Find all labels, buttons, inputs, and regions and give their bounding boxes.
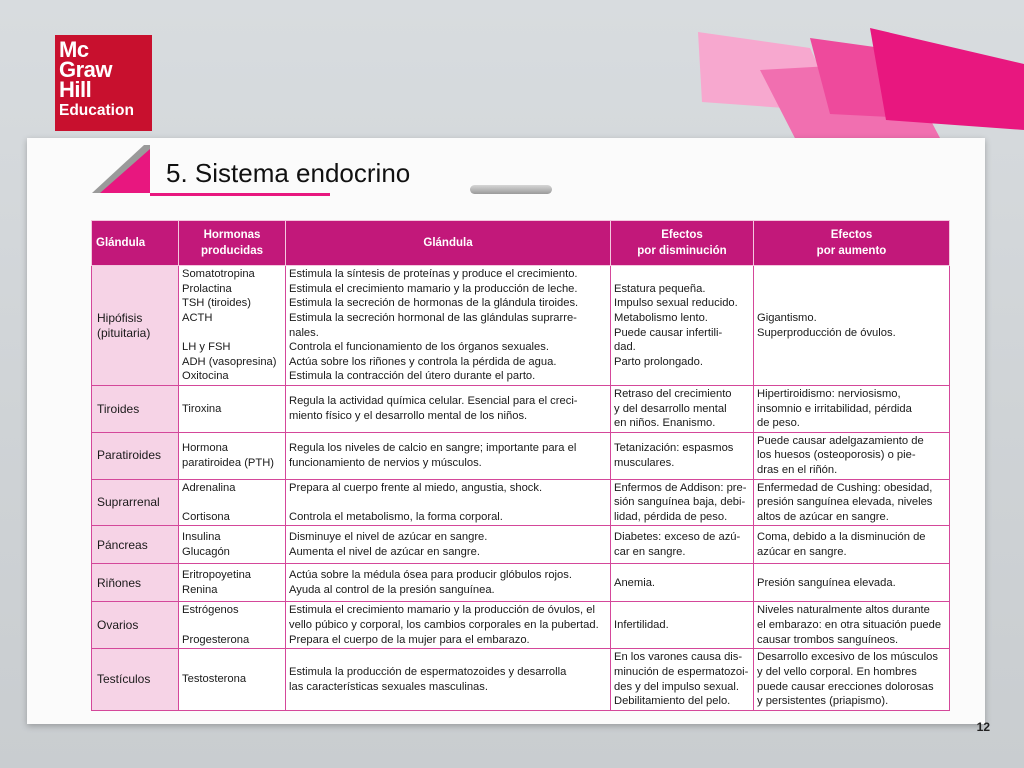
function-cell [286,602,611,649]
cell-line: Adrenalina [182,481,236,494]
gland-cell [92,386,179,433]
gland-cell [92,602,179,649]
cell-line: paratiroidea (PTH) [182,456,275,469]
cell-line: Paratiroides [97,448,162,463]
cell-line: Tetanización: espasmos [614,442,734,455]
logo-line-4: Education [59,102,134,119]
cell-line: Progesterona [182,633,250,646]
cell-line: puede causar erecciones dolorosas [757,680,934,693]
cell-line: musculares. [614,456,675,469]
gland-cell [92,649,179,711]
increase-cell [754,479,950,526]
cell-line: en niños. Enanismo. [614,417,716,430]
hormones-cell [179,564,286,602]
cell-line: Suprarrenal [97,495,160,510]
cell-line: Prepara el cuerpo de la mujer para el embarazo. [289,633,530,646]
logo-line-3: Hill [59,77,92,102]
cell-line: Ovarios [97,617,139,632]
cell-line: Regula los niveles de calcio en sangre; importante para el [289,442,577,455]
header-funcion: Glándula [286,221,611,266]
table-row [92,266,950,386]
cell-line: miento físico y el desarrollo mental de los niños. [289,409,528,422]
cell-line: Glucagón [182,545,230,558]
page-number: 12 [976,720,990,734]
cell-line: Estimula la secreción hormonal de las glándulas suprarre- [289,311,577,324]
cell-line: y del desarrollo mental [614,402,727,415]
hormones-cell [179,386,286,433]
cell-line: Metabolismo lento. [614,311,708,324]
cell-line: Estimula la síntesis de proteínas y produce el crecimiento. [289,268,578,281]
cell-line: Tiroides [97,401,140,416]
cell-line: ADH (vasopresina) [182,355,277,368]
cell-line: vello púbico y corporal, los cambios corporales en la pubertad. [289,618,599,631]
decrease-cell [611,649,754,711]
hormones-cell [179,602,286,649]
cell-line: En los varones causa dis- [614,651,743,664]
cell-line: Niveles naturalmente altos durante [757,604,930,617]
decrease-cell [611,602,754,649]
cell-line: Desarrollo excesivo de los músculos [757,651,938,664]
cell-line: presión sanguínea elevada, niveles [757,496,933,509]
cell-line: y del vello corporal. En hombres [757,666,917,679]
cell-line: dras en el riñón. [757,463,838,476]
decrease-cell [611,479,754,526]
cell-line: (pituitaria) [97,325,151,340]
cell-line: el embarazo: en otra situación puede [757,618,942,631]
gland-cell [92,479,179,526]
cell-line: Parto prolongado. [614,355,703,368]
cell-line: Superproducción de óvulos. [757,326,896,339]
cell-line: Hipófisis [97,310,143,325]
title-underline [150,193,330,196]
cell-line: Coma, debido a la disminución de [757,531,926,544]
function-cell [286,479,611,526]
function-cell [286,649,611,711]
endocrine-table [91,220,950,711]
cell-line: las características sexuales masculinas. [289,680,488,693]
cell-line: Estimula el crecimiento mamario y la producción de óvulos, el [289,604,595,617]
hormones-cell [179,479,286,526]
cell-line: Regula la actividad química celular. Esencial para el creci- [289,395,578,408]
cell-line: de peso. [757,417,800,430]
cell-line: Debilitamiento del pelo. [614,695,731,708]
cell-line: Estimula la contracción del útero durante el parto. [289,370,536,383]
decrease-cell [611,266,754,386]
cell-line: Testosterona [182,673,247,686]
cell-line: Impulso sexual reducido. [614,297,738,310]
table-row [92,526,950,564]
increase-cell [754,386,950,433]
hormones-cell [179,649,286,711]
cell-line: Oxitocina [182,370,229,383]
cell-line: Insulina [182,531,221,544]
function-cell [286,432,611,479]
cell-line: Infertilidad. [614,618,669,631]
cell-line: Renina [182,583,218,596]
cell-line: TSH (tiroides) [182,297,251,310]
cell-line: Actúa sobre los riñones y controla la pérdida de agua. [289,355,557,368]
table-row [92,479,950,526]
cell-line: dad. [614,341,636,354]
cell-line: Estimula la producción de espermatozoides y desarrolla [289,666,567,679]
cell-line: Gigantismo. [757,311,817,324]
cell-line: funcionamiento de nervios y músculos. [289,456,482,469]
cell-line: Somatotropina [182,268,255,281]
header-aumento: Efectos por aumento [754,221,950,266]
cell-line: Riñones [97,575,142,590]
cell-line: sión sanguínea baja, debi- [614,496,746,509]
increase-cell [754,564,950,602]
cell-line: Puede causar adelgazamiento de [757,434,924,447]
decorative-ribbons [690,20,1024,150]
table-row [92,386,950,433]
table-row [92,602,950,649]
cell-line: Eritropoyetina [182,569,252,582]
gland-cell [92,526,179,564]
decrease-cell [611,432,754,479]
cell-line: ACTH [182,311,213,324]
decrease-cell [611,564,754,602]
cell-line: lidad, pérdida de peso. [614,510,728,523]
gland-cell [92,266,179,386]
page-title: 5. Sistema endocrino [166,158,411,188]
table-row [92,564,950,602]
cell-line: Cortisona [182,510,230,523]
cell-line: Anemia. [614,576,656,589]
cell-line: los huesos (osteoporosis) o pie- [757,449,916,462]
gland-cell [92,564,179,602]
cell-line: Prepara al cuerpo frente al miedo, angustia, shock. [289,481,543,494]
cell-line: y persistentes (priapismo). [757,695,889,708]
cell-line: Ayuda al control de la presión sanguínea. [289,583,495,596]
cell-line: Estrógenos [182,604,239,617]
cell-line: car en sangre. [614,545,686,558]
function-cell [286,266,611,386]
cell-line: Actúa sobre la médula ósea para producir glóbulos rojos. [289,569,572,582]
hormones-cell [179,266,286,386]
cell-line: Diabetes: exceso de azú- [614,531,741,544]
function-cell [286,526,611,564]
cell-line: insomnio e irritabilidad, pérdida [757,402,912,415]
mcgraw-hill-education-logo [55,35,152,131]
cell-line: nales. [289,326,319,339]
logo-line-2: Graw [59,57,113,82]
increase-cell [754,432,950,479]
cell-line: LH y FSH [182,341,231,354]
header-glandula: Glándula [92,221,179,266]
cell-line: Hormona [182,442,229,455]
increase-cell [754,526,950,564]
cell-line: Estimula el crecimiento mamario y la producción de leche. [289,282,578,295]
hormones-cell [179,526,286,564]
decrease-cell [611,526,754,564]
increase-cell [754,266,950,386]
cell-line: Enfermos de Addison: pre- [614,481,747,494]
gland-cell [92,432,179,479]
table-row [92,649,950,711]
cell-line: altos de azúcar en sangre. [757,510,889,523]
cell-line: Aumenta el nivel de azúcar en sangre. [289,545,480,558]
cell-line: des y del impulso sexual. [614,680,739,693]
header-hormonas: Hormonas producidas [179,221,286,266]
cell-line: Prolactina [182,282,232,295]
cell-line: Disminuye el nivel de azúcar en sangre. [289,531,488,544]
cell-line: Retraso del crecimiento [614,388,732,400]
hormones-cell [179,432,286,479]
decrease-cell [611,386,754,433]
cell-line: Puede causar infertili- [614,326,723,339]
header-disminucion: Efectos por disminución [611,221,754,266]
cell-line: causar trombos sanguíneos. [757,633,899,646]
cell-line: Estatura pequeña. [614,282,706,295]
cell-line: azúcar en sangre. [757,545,847,558]
cell-line: Hipertiroidismo: nerviosismo, [757,388,901,400]
cell-line: Estimula la secreción de hormonas de la glándula tiroides. [289,297,579,310]
function-cell [286,386,611,433]
cell-line: Controla el metabolismo, la forma corporal. [289,510,503,523]
decorative-pill [470,185,552,194]
table-header-row [92,221,950,266]
cell-line: Testículos [97,672,151,687]
cell-line: minución de espermatozoi- [614,666,749,679]
cell-line: Tiroxina [182,402,222,415]
cell-line: Páncreas [97,537,148,552]
increase-cell [754,649,950,711]
ribbon-dark [870,28,1024,130]
logo-line-1: Mc [59,37,89,62]
cell-line: Presión sanguínea elevada. [757,576,896,589]
increase-cell [754,602,950,649]
cell-line: Enfermedad de Cushing: obesidad, [757,481,933,494]
table-row [92,432,950,479]
function-cell [286,564,611,602]
cell-line: Controla el funcionamiento de los órganos sexuales. [289,341,549,354]
